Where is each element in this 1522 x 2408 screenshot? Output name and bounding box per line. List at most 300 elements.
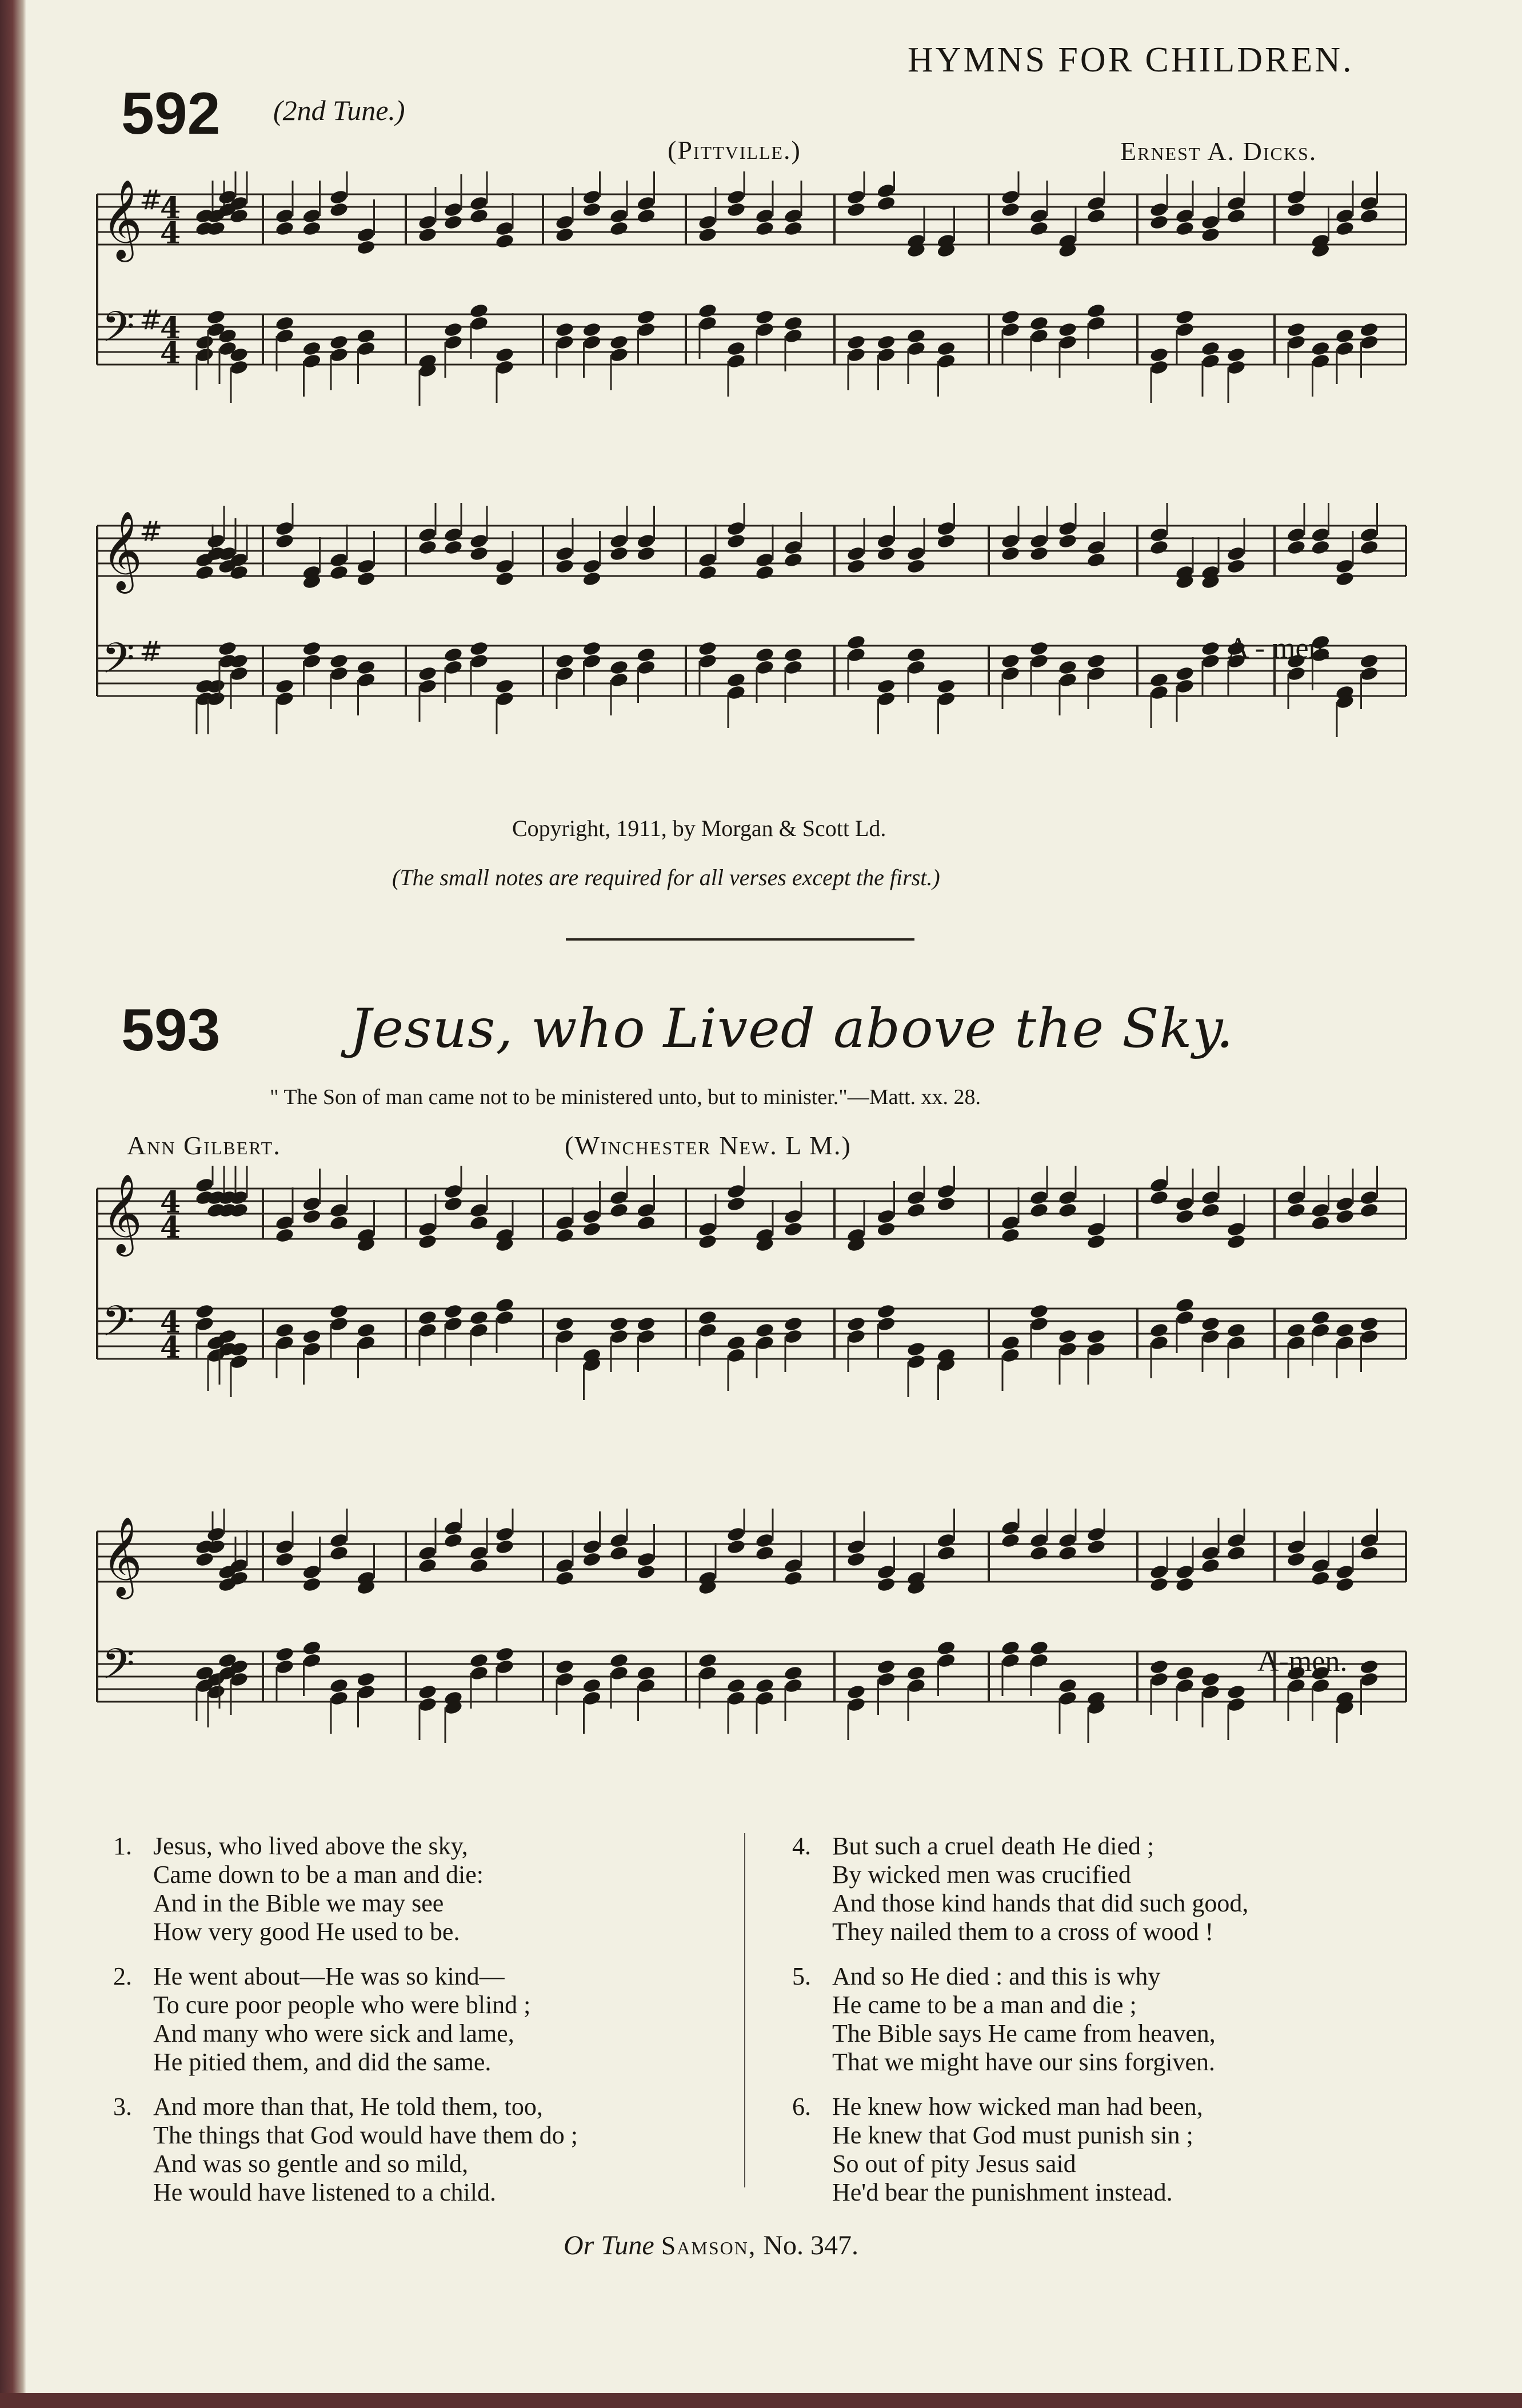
notehead	[1200, 1683, 1220, 1700]
notehead	[1311, 1322, 1331, 1338]
verse	[792, 2093, 1404, 2207]
notehead	[697, 302, 717, 319]
notehead	[194, 346, 214, 363]
notehead	[274, 220, 294, 237]
notehead	[906, 327, 926, 344]
notehead	[609, 1652, 629, 1669]
time-signature: 4	[160, 1305, 181, 1340]
notehead	[1335, 1334, 1355, 1351]
music-system	[91, 171, 1412, 480]
notehead	[726, 201, 746, 218]
hymn-593-number: 593	[121, 997, 221, 1063]
notehead	[1149, 539, 1169, 555]
notehead	[329, 1303, 349, 1319]
notehead	[1149, 1334, 1169, 1351]
notehead	[554, 1557, 574, 1574]
verse-line: The Bible says He came from heaven,	[832, 2019, 1216, 2047]
notehead	[274, 1658, 294, 1675]
notehead	[443, 321, 463, 338]
notehead	[1359, 539, 1379, 555]
notehead	[582, 1690, 602, 1706]
notehead	[1175, 321, 1195, 338]
notehead	[754, 564, 774, 581]
notehead	[846, 1328, 866, 1345]
notehead	[554, 1671, 574, 1687]
notehead	[554, 545, 574, 562]
notehead	[417, 665, 437, 682]
notehead	[846, 201, 866, 218]
notehead	[1200, 1202, 1220, 1218]
notehead	[726, 353, 746, 369]
notehead	[609, 671, 629, 688]
notehead	[1286, 1538, 1306, 1555]
notehead	[494, 1658, 514, 1675]
notehead	[1000, 189, 1020, 205]
notehead	[876, 334, 896, 350]
notehead	[1029, 207, 1049, 224]
notehead	[697, 1309, 717, 1326]
notehead	[846, 1683, 866, 1700]
notehead	[754, 309, 774, 325]
notehead	[229, 665, 249, 682]
notehead	[582, 334, 602, 350]
notehead	[783, 1328, 803, 1345]
notehead	[417, 678, 437, 694]
notehead	[356, 327, 376, 344]
notehead	[1029, 315, 1049, 331]
time-signature: 4	[160, 336, 181, 371]
hymn-592-composer: Ernest A. Dicks.	[1120, 137, 1317, 166]
verse-number: 1.	[113, 1832, 132, 1860]
notehead	[697, 551, 717, 568]
notehead	[1175, 665, 1195, 682]
notehead	[1226, 195, 1246, 211]
notehead	[846, 646, 866, 663]
notehead	[274, 1538, 294, 1555]
notehead	[726, 1334, 746, 1351]
notehead	[443, 539, 463, 555]
notehead	[1226, 1545, 1246, 1561]
notehead	[582, 1208, 602, 1225]
verse-line: But such a cruel death He died ;	[832, 1832, 1155, 1860]
notehead	[1200, 640, 1220, 657]
notehead	[936, 533, 956, 549]
notehead	[876, 1658, 896, 1675]
notehead	[494, 1297, 514, 1313]
notehead	[846, 189, 866, 205]
notehead	[443, 1315, 463, 1332]
notehead	[1175, 1576, 1195, 1593]
notehead	[1311, 1202, 1331, 1218]
notehead	[1359, 195, 1379, 211]
verse-line: They nailed them to a cross of wood !	[832, 1918, 1214, 1946]
notehead	[1286, 1551, 1306, 1567]
notehead	[754, 646, 774, 663]
notehead	[1057, 321, 1077, 338]
notehead	[783, 1315, 803, 1332]
notehead	[1359, 653, 1379, 669]
notehead	[876, 690, 896, 707]
notehead	[356, 340, 376, 357]
notehead	[329, 189, 349, 205]
notehead	[609, 1328, 629, 1345]
notehead	[1359, 321, 1379, 338]
notehead	[554, 653, 574, 669]
notehead	[1086, 207, 1106, 224]
notehead	[194, 564, 214, 581]
notehead	[443, 1183, 463, 1199]
notehead	[1286, 1322, 1306, 1338]
notehead	[469, 1557, 489, 1574]
notehead	[1086, 1233, 1106, 1250]
notehead	[609, 1532, 629, 1549]
notehead	[609, 1545, 629, 1561]
verse-line: He pitied them, and did the same.	[153, 2048, 492, 2076]
notehead	[494, 1309, 514, 1326]
notehead	[1149, 1177, 1169, 1193]
notehead	[417, 214, 437, 230]
notehead	[494, 1538, 514, 1555]
notehead	[469, 302, 489, 319]
notehead	[582, 640, 602, 657]
notehead	[783, 1557, 803, 1574]
notehead	[906, 1665, 926, 1681]
notehead	[1149, 526, 1169, 543]
music-system	[91, 1509, 1412, 1794]
verse-line: The things that God would have them do ;	[153, 2121, 578, 2149]
notehead	[443, 659, 463, 675]
alt-tune-ref: No. 347.	[763, 2230, 859, 2261]
notehead	[1175, 1297, 1195, 1313]
notehead	[1359, 1328, 1379, 1345]
notehead	[609, 220, 629, 237]
notehead	[356, 226, 376, 243]
notehead	[754, 1334, 774, 1351]
notehead	[356, 570, 376, 587]
notehead	[356, 558, 376, 574]
notehead	[554, 665, 574, 682]
notehead	[1200, 214, 1220, 230]
notehead	[1057, 659, 1077, 675]
notehead	[1311, 1309, 1331, 1326]
notehead	[302, 1563, 322, 1580]
notehead	[1000, 1519, 1020, 1536]
treble-clef: 𝄞	[102, 511, 142, 590]
notehead	[494, 346, 514, 363]
notehead	[1149, 359, 1169, 375]
notehead	[302, 1652, 322, 1669]
notehead	[469, 653, 489, 669]
notehead	[1335, 558, 1355, 574]
notehead	[554, 1227, 574, 1243]
notehead	[726, 340, 746, 357]
notehead	[194, 1315, 214, 1332]
notehead	[1286, 665, 1306, 682]
key-signature: #	[139, 635, 163, 667]
notehead	[726, 1677, 746, 1694]
notehead	[1029, 1532, 1049, 1549]
treble-clef: 𝄞	[102, 179, 142, 259]
notehead	[697, 214, 717, 230]
notehead	[697, 1322, 717, 1338]
notehead	[469, 1322, 489, 1338]
notehead	[1175, 309, 1195, 325]
notehead	[783, 1665, 803, 1681]
notehead	[1286, 1189, 1306, 1206]
notehead	[417, 1309, 437, 1326]
notehead	[1286, 321, 1306, 338]
notehead	[1175, 1563, 1195, 1580]
notehead	[1286, 201, 1306, 218]
notehead	[1029, 1315, 1049, 1332]
verse-column-divider	[744, 1833, 745, 2187]
notehead	[1226, 1334, 1246, 1351]
verse-line: And in the Bible we may see	[153, 1889, 444, 1917]
verse-number: 4.	[792, 1832, 811, 1860]
treble-clef: 𝄞	[102, 1174, 142, 1253]
notehead	[554, 214, 574, 230]
notehead	[936, 1195, 956, 1212]
notehead	[1086, 653, 1106, 669]
notehead	[1029, 1189, 1049, 1206]
notehead	[1149, 1576, 1169, 1593]
notehead	[636, 1328, 656, 1345]
notehead	[1000, 653, 1020, 669]
notehead	[1311, 1570, 1331, 1586]
notehead	[876, 678, 896, 694]
notehead	[1057, 1690, 1077, 1706]
verse	[113, 2093, 742, 2207]
notehead	[329, 346, 349, 363]
notehead	[1029, 1545, 1049, 1561]
notehead	[1057, 520, 1077, 537]
verse	[113, 1832, 742, 1946]
notehead	[726, 533, 746, 549]
notehead	[1057, 1189, 1077, 1206]
notehead	[726, 1526, 746, 1542]
notehead	[469, 1652, 489, 1669]
notehead	[582, 189, 602, 205]
notehead	[356, 1322, 376, 1338]
notehead	[1286, 334, 1306, 350]
notehead	[906, 340, 926, 357]
notehead	[1200, 653, 1220, 669]
notehead	[1335, 570, 1355, 587]
notehead	[906, 545, 926, 562]
notehead	[1311, 353, 1331, 369]
verse-line: He knew how wicked man had been,	[832, 2093, 1203, 2121]
notehead	[356, 659, 376, 675]
notehead	[726, 1538, 746, 1555]
notehead	[1175, 1677, 1195, 1694]
notehead	[1200, 1315, 1220, 1332]
notehead	[329, 1315, 349, 1332]
notehead	[1311, 340, 1331, 357]
notehead	[783, 1208, 803, 1225]
notehead	[1311, 526, 1331, 543]
notehead	[443, 214, 463, 230]
notehead	[726, 520, 746, 537]
notehead	[906, 646, 926, 663]
notehead	[302, 1639, 322, 1656]
notehead	[697, 640, 717, 657]
notehead	[876, 1303, 896, 1319]
notehead	[1359, 1202, 1379, 1218]
notehead	[1286, 189, 1306, 205]
notehead	[906, 1341, 926, 1357]
notehead	[582, 201, 602, 218]
notehead	[329, 1677, 349, 1694]
notehead	[1149, 1658, 1169, 1675]
notehead	[1335, 1195, 1355, 1212]
notehead	[754, 207, 774, 224]
notehead	[582, 558, 602, 574]
notehead	[754, 1532, 774, 1549]
running-head: HYMNS FOR CHILDREN.	[908, 41, 1354, 79]
notehead	[302, 653, 322, 669]
time-signature: 4	[160, 1330, 181, 1365]
bass-clef: 𝄢	[102, 1639, 135, 1699]
notehead	[356, 1683, 376, 1700]
notehead	[936, 340, 956, 357]
notehead	[302, 1576, 322, 1593]
notehead	[697, 226, 717, 243]
notehead	[876, 195, 896, 211]
verse-number: 5.	[792, 1962, 811, 1990]
notehead	[783, 551, 803, 568]
notehead	[443, 201, 463, 218]
notehead	[609, 346, 629, 363]
notehead	[329, 551, 349, 568]
notehead	[636, 195, 656, 211]
notehead	[609, 1189, 629, 1206]
notehead	[443, 1519, 463, 1536]
notehead	[443, 334, 463, 350]
notehead	[417, 1683, 437, 1700]
notehead	[1226, 558, 1246, 574]
notehead	[1000, 201, 1020, 218]
notehead	[1000, 1532, 1020, 1549]
notehead	[554, 1570, 574, 1586]
notehead	[846, 1538, 866, 1555]
notehead	[754, 321, 774, 338]
notehead	[356, 239, 376, 255]
notehead	[876, 182, 896, 199]
notehead	[329, 334, 349, 350]
notehead	[417, 1322, 437, 1338]
notehead	[554, 1658, 574, 1675]
notehead	[494, 220, 514, 237]
hymn-592-tune-note: (2nd Tune.)	[273, 94, 405, 126]
notehead	[1175, 1195, 1195, 1212]
notehead	[1057, 334, 1077, 350]
notehead	[469, 195, 489, 211]
key-signature: #	[139, 184, 163, 216]
notehead	[302, 1328, 322, 1345]
notehead	[636, 1315, 656, 1332]
notehead	[469, 1309, 489, 1326]
notehead	[609, 545, 629, 562]
notehead	[554, 1328, 574, 1345]
notehead	[846, 334, 866, 350]
notehead	[274, 207, 294, 224]
notehead	[1286, 1334, 1306, 1351]
notehead	[906, 1677, 926, 1694]
notehead	[1200, 226, 1220, 243]
notehead	[1149, 214, 1169, 230]
notehead	[609, 207, 629, 224]
notehead	[1000, 1639, 1020, 1656]
notehead	[783, 207, 803, 224]
notehead	[1175, 207, 1195, 224]
notehead	[443, 1195, 463, 1212]
page-bottom-edge	[0, 2393, 1522, 2408]
notehead	[417, 526, 437, 543]
notehead	[1200, 1189, 1220, 1206]
notehead	[876, 346, 896, 363]
notehead	[1335, 207, 1355, 224]
notehead	[1029, 545, 1049, 562]
notehead	[936, 520, 956, 537]
notehead	[876, 1563, 896, 1580]
notehead	[1029, 1652, 1049, 1669]
notehead	[417, 1696, 437, 1713]
notehead	[754, 551, 774, 568]
notehead	[1200, 1557, 1220, 1574]
notehead	[1359, 1545, 1379, 1561]
hymn-593-title: Jesus, who Lived above the Sky.	[350, 998, 1234, 1060]
notehead	[554, 321, 574, 338]
verse-line: And so He died : and this is why	[832, 1962, 1161, 1990]
notehead	[636, 545, 656, 562]
notehead	[443, 1532, 463, 1549]
notehead	[1000, 533, 1020, 549]
notehead	[469, 545, 489, 562]
notehead	[1226, 545, 1246, 562]
key-signature: #	[139, 515, 163, 547]
notehead	[906, 1189, 926, 1206]
notehead	[469, 315, 489, 331]
notehead	[1029, 220, 1049, 237]
verse-line: To cure poor people who were blind ;	[153, 1991, 531, 2019]
notehead	[1359, 665, 1379, 682]
notehead	[936, 678, 956, 694]
verse-number: 6.	[792, 2093, 811, 2121]
notehead	[1335, 327, 1355, 344]
notehead	[1359, 526, 1379, 543]
notehead	[1226, 1221, 1246, 1237]
notehead	[636, 309, 656, 325]
key-signature: #	[139, 304, 163, 336]
notehead	[494, 690, 514, 707]
notehead	[194, 1551, 214, 1567]
notehead	[783, 1221, 803, 1237]
notehead	[302, 220, 322, 237]
notehead	[443, 1303, 463, 1319]
hymn-593-author: Ann Gilbert.	[127, 1131, 281, 1160]
notehead	[329, 653, 349, 669]
notehead	[1149, 1671, 1169, 1687]
notehead	[906, 1202, 926, 1218]
notehead	[582, 321, 602, 338]
notehead	[1175, 1208, 1195, 1225]
notehead	[1335, 340, 1355, 357]
verse-line: How very good He used to be.	[153, 1918, 460, 1946]
time-signature: 4	[160, 1185, 181, 1220]
notehead	[1359, 1658, 1379, 1675]
notehead	[697, 653, 717, 669]
notehead	[469, 1545, 489, 1561]
